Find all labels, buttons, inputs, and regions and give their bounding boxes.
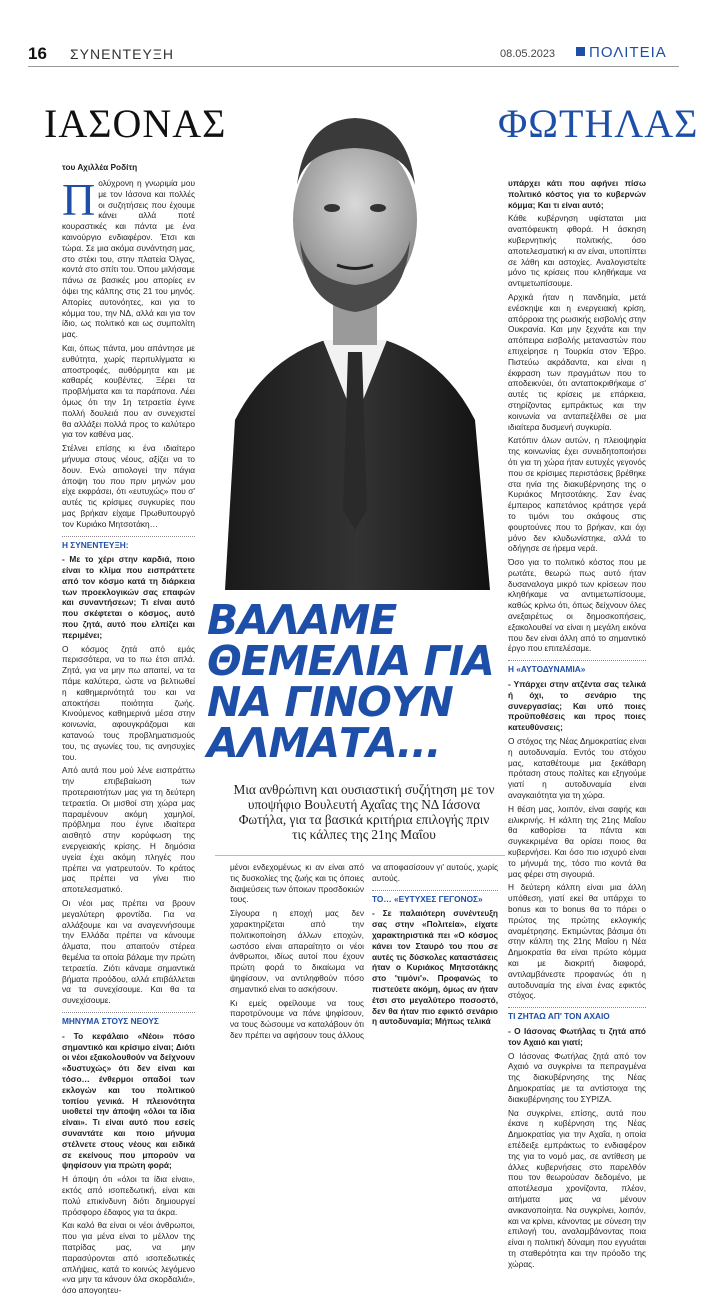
paragraph: να αποφασίσουν γι' αυτούς, χωρίς αυτούς. (372, 862, 498, 883)
answer-paragraph: Η δεύτερη κάλπη είναι μια άλλη υπόθεση, γιατί εκεί θα υπάρχει το bonus και το bonus θα το πάρει ο πρώτος της πρώτης εκλογικής αναμέτρησης. Εκτιμώντας βάσιμα ότι στην κάλπη της 21ης Μαΐου η Νέα Δημοκρατία θα είναι πρώτο κόμμα και με διακριτή διαφορά, αντιλαμβάνεστε προφανώς ότι η αυτοδυναμία της είναι ένας εφικτός στόχος. (508, 882, 646, 1001)
subheading: ΤΟ… «ΕΥΤΥΧΕΣ ΓΕΓΟΝΟΣ» (372, 890, 498, 905)
article-column-2 (230, 862, 364, 1044)
paragraph: Κι εμείς οφείλουμε να τους παροτρύνουμε να πάνε ψηφίσουν, να τους δώσουμε να καταλάβουν ότι δεν πρέπει να αφήσουν τους άλλους (230, 997, 364, 1040)
portrait-photo (205, 90, 505, 590)
interviewee-first-name: ΙΑΣΟΝΑΣ (44, 101, 227, 146)
answer-paragraph: Και καλό θα είναι οι νέοι άνθρωποι, που για μένα είναι το μέλλον της πατρίδας μας, να μην παρασύρονται από ισοπεδωτικές απλήψεις, κατά το κοινώς λεγόμενο «να μην τα κάνουν όλα σκορδαλιά», όσο απογοητευ- (62, 1220, 195, 1296)
byline: του Αχιλλέα Ροδίτη (62, 162, 138, 172)
article-column-4 (508, 178, 646, 1273)
question: - Σε παλαιότερη συνέντευξη σας στην «Πολιτεία», είχατε χαρακτηριστικά πει «Ο κόσμος κάνει τον Σταυρό του που σε αυτές τις δύσκολες καταστάσεις ήταν ο Κυριάκος Μητσοτάκης στο 'τιμόνι'». Προφανώς το πιστεύετε ακόμη, όμως αν ήταν έτσι στο μεγαλύτερο ποσοστό, δεν θα ήταν πιο εφικτό σενάριο η αυτοδυναμία; Μήπως τελικά (372, 908, 498, 1027)
answer-paragraph: Όσο για το πολιτικό κόστος που με ρωτάτε, θεωρώ πως αυτό ήταν δυσαναλογα μικρό των κρίσεων που κληθήκαμε να αντιμετωπίσουμε, καθώς κρίνω ότι, όπως δείχνουν όλες ανεξαιρέτως οι δημοσκοπήσεις, εξακολουθεί να είναι η μεγάλη εικόνα που δεν είναι άλλη από το σημαντικό έργο που επιτελέσαμε. (508, 557, 646, 654)
answer-paragraph: Οι νέοι μας πρέπει να βρουν μεγαλύτερη φροντίδα. Για να αλλάξουμε και να αναγεννήσουμε την Ελλάδα πρέπει να κάνουμε άλματα, που απαιτούν στέρεα θεμέλια τα οποία βάλαμε την πρώτη τετραετία. Ζιότι κάναμε σημαντικά βήματα προόδου, αλλά επιβάλλεται να τα συνεχίσουμε. Και θα τα συνεχίσουμε. (62, 898, 195, 1006)
article-column-1 (62, 174, 195, 1299)
header-rule (28, 66, 679, 67)
answer-paragraph: Ο Ιάσονας Φωτήλας ζητά από τον Αχαιό να συγκρίνει τα πεπραγμένα της διακυβέρνησης της Νέας Δημοκρατίας με τα αντίστοιχα της διακυβέρνησης του ΣΥΡΙΖΑ. (508, 1050, 646, 1104)
answer-paragraph: Από αυτά που μού λένε εισπράττω την επιβεβαίωση των προτεραιοτήτων μας για τη δεύτερη τετραετία. Οι μισθοί στη χώρα μας παραμένουν ακόμη χαμηλοί, πρόβλημα που έγινε ιδιαίτερα αισθητό στην κορύφωση της ενεργειακής κρίσης. Η δημόσια υγεία έχει ακόμη πληγές που πρέπει να γιατρευτούν. Το κράτος μας πρέπει να γίνει πιο αποτελεσματικό. (62, 765, 195, 895)
answer-paragraph: Αρχικά ήταν η πανδημία, μετά ενέσκηψε και η ενεργειακή κρίση, απόρροια της ρωσικής εισβολής στην Ουκρανία. Και μην ξεχνάτε και την απόπειρα εισβολής μεταναστών που επιχείρησε η Τουρκία στον Έβρο. Πιστεύω ακράδαντα, και είναι η έκφραση των πραγμάτων που το αποδεικνύει, ότι ανταποκριθήκαμε σ' αυτές τις κρίσεις με επάρκεια, στηρίζοντας εμπράκτως και την κοινωνία να ανταπεξέλθει σε μια ιδιαίτερα δυσμενή συγκυρία. (508, 291, 646, 432)
question: - Το κεφάλαιο «Νέοι» πόσο σημαντικό και κρίσιμο είναι; Διότι οι νέοι εξακολουθούν να δείχνουν «δυστυχώς» ότι δεν είναι και τόσο… ένθερμοι οπαδοί των εκλογών και του πολιτικού τοπίου γενικά. Η πλειονότητα υιοθετεί την άποψη «όλοι τα ίδια είναι». Τι είναι αυτό που εσείς συναντάτε και ποιο μήνυμα στέλνετε στους νέους και ειδικά σε εκείνους που μπορούν να ψηφίσουν για πρώτη φορά; (62, 1030, 195, 1171)
answer-paragraph: Κατόπιν όλων αυτών, η πλειοψηφία της κοινωνίας έχει συνειδητοποιήσει ότι για τη χώρα ήταν ευτυχές γεγονός που σε κρίσιμες περιστάσεις βρέθηκε στα ηνία της διακυβέρνησης της ο Κυριάκος Μητσοτάκης. Σαν ένας έμπειρος καπετάνιος κράτησε γερά το τιμόνι του σκάφους στις φουρτούνες που το βρήκαν, και όχι μόνο δεν κλυδωνίστηκε, αλλά το οδήγησε σε ήρεμα νερά. (508, 435, 646, 554)
page-number: 16 (28, 44, 47, 63)
subheading: Η «ΑΥΤΟΔΥΝΑΜΙΑ» (508, 660, 646, 675)
publication-name: ΠΟΛΙΤΕΙΑ (589, 44, 667, 61)
publication-square-icon (576, 47, 585, 56)
subheading: Η ΣΥΝΕΝΤΕΥΞΗ: (62, 536, 195, 551)
question: - Με το χέρι στην καρδιά, ποιο είναι το κλίμα που εισπράττετε από τον κόσμο κατά τη διάρκεια των προεκλογικών σας επαφών και συναντήσεων; Τι είναι αυτό που σκέφτεται ο κόσμος, αυτό που ζητά, αυτό που ελπίζει και περιμένει; (62, 554, 195, 640)
subheading: ΤΙ ΖΗΤΑΩ ΑΠ' ΤΟΝ ΑΧΑΙΟ (508, 1007, 646, 1022)
paragraph: Και, όπως πάντα, μου απάντησε με ευθύτητα, χωρίς περιτυλίγματα κι αποστροφές, αυθόρμητα και με καθαρές κουβέντες. Ξέρει τα προβλήματα και τα παράπονα. Λέει όμως ότι την 1η τετραετία έγινε πολλή δουλειά που αν συνεχιστεί θα αλλάξει πολλά προς το καλύτερο για τον καθένα μας. (62, 342, 195, 440)
headline: ΒΑΛΑΜΕ ΘΕΜΕΛΙΑ ΓΙΑ ΝΑ ΓΙΝΟΥΝ ΑΛΜΑΤΑ... (207, 596, 494, 767)
section-label: ΣΥΝΕΝΤΕΥΞΗ (70, 46, 174, 62)
standfirst: Μια ανθρώπινη και ουσιαστική συζήτηση με τον υποψήφιο Βουλευτή Αχαΐας της ΝΔ Ιάσονα Φωτήλα, για τα βασικά κριτήρια επιλογής πριν τις κάλπες της 21ης Μαΐου (233, 782, 495, 842)
subheading: ΜΗΝΥΜΑ ΣΤΟΥΣ ΝΕΟΥΣ (62, 1012, 195, 1027)
dropcap: Π (62, 174, 96, 225)
answer-paragraph: Ο στόχος της Νέας Δημοκρατίας είναι η αυτοδυναμία. Εντός του στόχου μας, καταθέτουμε μια ξεκάθαρη πρόταση στους πολίτες και εξηγούμε γιατί η αυτοδυναμία είναι αναγκαιότητα για τη χώρα. (508, 736, 646, 801)
portrait-illustration (205, 90, 505, 590)
answer-paragraph: Κάθε κυβέρνηση υφίσταται μια αναπόφευκτη φθορά. Η άσκηση κυβερνητικής πολιτικής, όσο αποτελεσματική κι αν είναι, υποπίπτει σε λάθη και αστοχίες. Αναλογιστείτε μόνο τις κρίσεις που κληθήκαμε να αντιμετωπίσουμε. (508, 213, 646, 289)
article-column-3 (372, 862, 498, 1030)
paragraph: μένοι ενδεχομένως κι αν είναι από τις δυσκολίες της ζωής και τις όποιες διαψεύσεις των όποιων προσδοκιών τους. (230, 862, 364, 905)
question: υπάρχει κάτι που αφήνει πίσω πολιτικό κόστος για το κυβερνών κόμμα; Και τι είναι αυτό; (508, 178, 646, 210)
paragraph: Σίγουρα η εποχή μας δεν χαρακτηρίζεται από την πολιτικοποίηση άλλων εποχών, ωστόσο είναι απαραίτητο οι νέοι άνθρωποι, ιδίως αυτοί που έχουν πρώτη φορά το δικαίωμα να ψηφίσουν, να αντιληφθούν πόσο σημαντικό είναι το ασκήσουν. (230, 908, 364, 994)
intro-paragraph: ολύχρονη η γνωριμία μου με τον Ιάσονα και πολλές οι συζητήσεις που έχουμε κάνει αλλά ποτέ κουραστικές και πάντα με ένα καινούργιο ενδιαφέρον. Έτσι και τώρα. Σε μια ακόμα συνάντηση μας, στο στέκι του, στην πλατεία Όλγας, κοντά στο σπίτι του. Όπου μιλήσαμε πάνω σε βασικές μου απορίες εν όψει της κάλπης στις 21 του μηνός. Απορίες αυτονόητες, και για το κόμμα του, την ΝΔ, αλλά και για τον ίδιο, ως πολιτικό και ως συμπολίτη μας. (62, 178, 195, 340)
standfirst-rule (215, 855, 505, 856)
paragraph: Στέλνει επίσης κι ένα ιδιαίτερο μήνυμα στους νέους, αξίζει να το δουν. Ενώ αιτιολογεί την πάγια άποψη του που πριν μηνών μου είχε εκφράσει, ότι «ευτυχώς» που σ' αυτές τις κρίσιμες συγκυρίες που μας βρήκαν είχαμε Πρωθυπουργό τον Κυριάκο Μητσοτάκη… (62, 443, 195, 529)
question: - Υπάρχει στην ατζέντα σας τελικά ή όχι, το σενάριο της συνεργασίας; Και υπό ποιες προϋποθέσεις και προς ποιες κατευθύνσεις; (508, 679, 646, 733)
answer-paragraph: Να συγκρίνει, επίσης, αυτά που έκανε η κυβέρνηση της Νέας Δημοκρατίας για την Αχαΐα, η οποία επέδειξε εμπράκτως το ενδιαφέρον της για το νομό μας, σε αντίθεση με άλλες κυβερνήσεις στο παρελθόν που τον θεωρούσαν δεδομένο, με αποτέλεσμα χρονίζοντα, πλέον, αιτήματα μας να μένουν ανικανοποίητα. Να συγκρίνει, λοιπόν, και να κρίνει, κάνοντας με σύνεση την επιλογή του, αναλαμβάνοντας ποια είναι η πολιτική δύναμη που εγγυάται τη σταθερότητα και την πρόοδο της χώρας. (508, 1107, 646, 1269)
interviewee-last-name: ΦΩΤΗΛΑΣ (498, 101, 699, 146)
question: - Ο Ιάσονας Φωτήλας τι ζητά από τον Αχαιό και γιατί; (508, 1025, 646, 1047)
issue-date: 08.05.2023 (500, 48, 556, 60)
answer-paragraph: Η άποψη ότι «όλοι τα ίδια είναι», εκτός από ισοπεδωτική, είναι και πολύ επικίνδυνη διότι δημιουργεί πρόσφορο έδαφος για τα άκρα. (62, 1174, 195, 1217)
answer-paragraph: Η θέση μας, λοιπόν, είναι σαφής και ειλικρινής. Η κάλπη της 21ης Μαΐου θα καθορίσει τα πάντα και συγκεκριμένα θα ορίσει ποιος θα κυβερνήσει. Και όσο πιο ισχυρό είναι το μήνυμά της, τόσο πιο κοντά θα μας φέρει στη σιγουριά. (508, 803, 646, 879)
answer-paragraph: Ο κόσμος ζητά από εμάς περισσότερα, να το πω έτσι απλά. Ζητά, για να μην πω απαιτεί, να τα πάμε καλύτερα, ώστε να βελτιωθεί η καθημερινότητά του και να αποκτήσει ποιότητα ζωής. Κινούμενος καθημερινά μέσα στην κοινωνία, αφουγκράζομαι και κατανοώ τους προβληματισμούς του, τις αγωνίες του, τις ανησυχίες του. (62, 643, 195, 762)
